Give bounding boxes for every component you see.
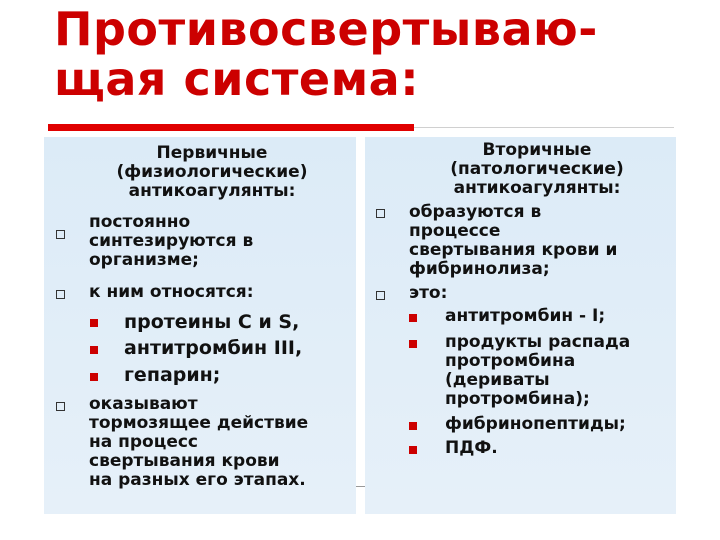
primary-item1-line: постоянно bbox=[89, 212, 191, 232]
primary-item-synthesized bbox=[89, 213, 349, 270]
square-bullet-icon bbox=[56, 290, 65, 299]
primary-item-includes: к ним относятся: bbox=[89, 282, 254, 302]
secondary-sub-item-line: протромбина bbox=[445, 351, 576, 371]
red-square-bullet-icon bbox=[90, 319, 98, 327]
square-bullet-icon bbox=[56, 402, 65, 411]
primary-heading-line-1: Первичные bbox=[156, 143, 268, 163]
primary-heading-line-2: (физиологические) bbox=[116, 162, 308, 182]
secondary-sub-item bbox=[445, 415, 671, 434]
primary-sub-item: протеины С и S, bbox=[124, 311, 300, 333]
red-square-bullet-icon bbox=[409, 314, 417, 322]
secondary-heading-line-3: антикоагулянты: bbox=[453, 178, 621, 198]
primary-item1-line: организме; bbox=[89, 250, 199, 270]
slide-title bbox=[54, 4, 694, 104]
primary-item3-line: свертывания крови bbox=[89, 451, 280, 471]
secondary-sub-item bbox=[445, 333, 671, 409]
primary-sub-item: гепарин; bbox=[124, 364, 221, 386]
slide-title-line-1: Противосвертываю- bbox=[54, 2, 598, 56]
panel-connector-line bbox=[356, 486, 365, 487]
primary-item3-line: тормозящее действие bbox=[89, 413, 309, 433]
secondary-sub-item bbox=[445, 307, 671, 326]
secondary-item-these: это: bbox=[409, 283, 448, 303]
secondary-item1-line: образуются в bbox=[409, 202, 542, 222]
slide-title-line-2: щая система: bbox=[54, 52, 420, 106]
primary-item3-line: на разных его этапах. bbox=[89, 470, 306, 490]
primary-anticoagulants-panel bbox=[44, 137, 356, 514]
secondary-item-formed bbox=[409, 203, 671, 279]
red-square-bullet-icon bbox=[90, 373, 98, 381]
primary-item-effect bbox=[89, 395, 354, 490]
secondary-sub-item-line: фибринопептиды; bbox=[445, 414, 626, 434]
square-bullet-icon bbox=[376, 291, 385, 300]
title-accent-bar bbox=[48, 124, 414, 131]
secondary-item1-line: свертывания крови и bbox=[409, 240, 618, 260]
primary-item3-line: на процесс bbox=[89, 432, 199, 452]
secondary-item1-line: фибринолиза; bbox=[409, 259, 550, 279]
red-square-bullet-icon bbox=[409, 446, 417, 454]
primary-item1-line: синтезируются в bbox=[89, 231, 254, 251]
secondary-heading-line-1: Вторичные bbox=[482, 140, 592, 160]
secondary-sub-item-line: антитромбин - I; bbox=[445, 306, 606, 326]
secondary-heading-line-2: (патологические) bbox=[450, 159, 624, 179]
square-bullet-icon bbox=[376, 209, 385, 218]
secondary-heading bbox=[417, 141, 657, 198]
red-square-bullet-icon bbox=[90, 346, 98, 354]
secondary-sub-item-line: протромбина); bbox=[445, 389, 590, 409]
primary-heading bbox=[96, 144, 328, 201]
primary-item3-line: оказывают bbox=[89, 394, 198, 414]
secondary-sub-item-line: продукты распада bbox=[445, 332, 631, 352]
secondary-sub-item-line: ПДФ. bbox=[445, 438, 498, 458]
red-square-bullet-icon bbox=[409, 422, 417, 430]
primary-sub-item: антитромбин III, bbox=[124, 337, 303, 359]
square-bullet-icon bbox=[56, 230, 65, 239]
secondary-sub-item-line: (дериваты bbox=[445, 370, 550, 390]
primary-heading-line-3: антикоагулянты: bbox=[128, 181, 296, 201]
secondary-sub-item bbox=[445, 439, 671, 458]
red-square-bullet-icon bbox=[409, 340, 417, 348]
secondary-anticoagulants-panel bbox=[365, 137, 676, 514]
secondary-item1-line: процессе bbox=[409, 221, 501, 241]
title-divider-line bbox=[414, 127, 674, 128]
